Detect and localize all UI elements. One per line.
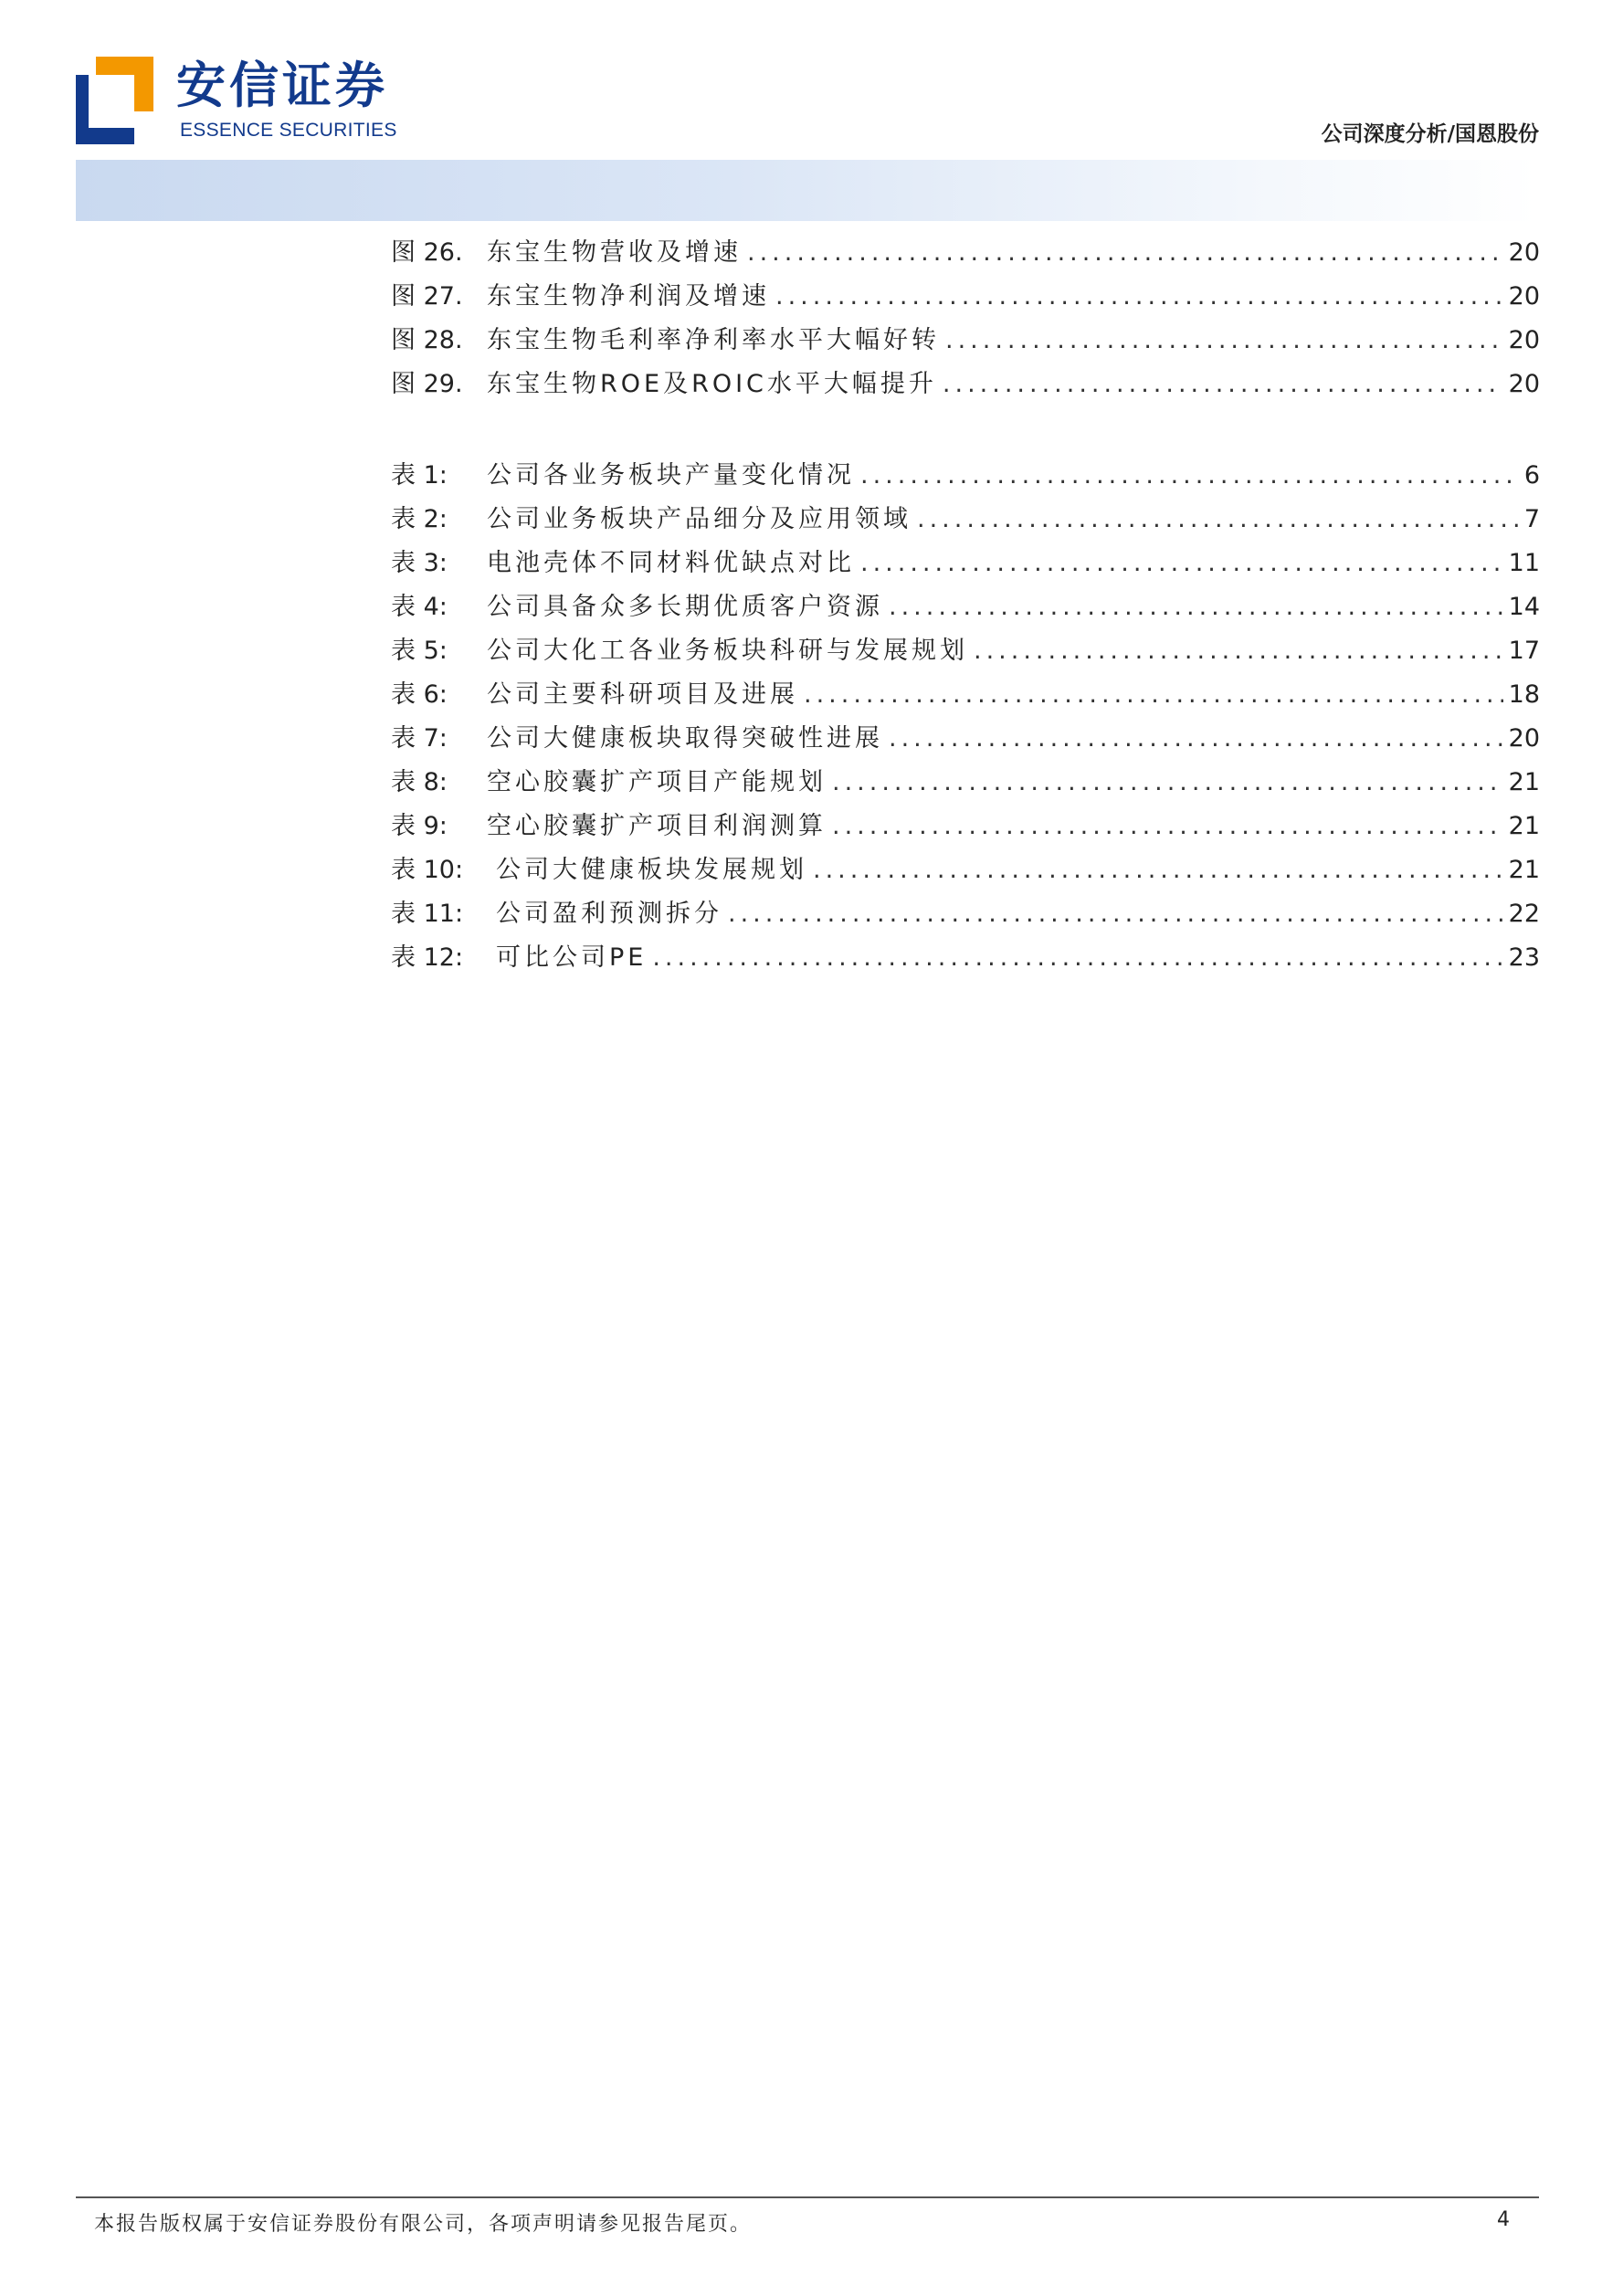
toc-page-number: 21 (1508, 856, 1540, 884)
toc-leader-dots (832, 805, 1503, 848)
toc-label: 图 28. (391, 326, 463, 354)
toc-label: 表 4: (391, 593, 448, 621)
header-band (76, 160, 1537, 221)
company-logo (76, 57, 153, 144)
toc-table-row[interactable] (391, 498, 1540, 542)
toc-table-row[interactable] (391, 542, 1540, 585)
toc-label: 表 6: (391, 680, 448, 709)
toc-title: 空心胶囊扩产项目产能规划 (487, 768, 827, 796)
toc-list (391, 231, 1540, 980)
toc-page-number: 17 (1508, 637, 1540, 665)
document-type: 公司深度分析/国恩股份 (1321, 122, 1539, 146)
toc-leader-dots (974, 629, 1503, 673)
toc-leader-dots (889, 585, 1503, 629)
toc-figure-row[interactable] (391, 231, 1540, 275)
toc-leader-dots (775, 275, 1503, 319)
toc-page-number: 20 (1508, 724, 1540, 753)
toc-page-number: 22 (1508, 900, 1540, 928)
toc-figure-row[interactable] (391, 319, 1540, 363)
toc-label: 表 7: (391, 724, 448, 753)
toc-label: 表 9: (391, 812, 448, 840)
toc-table-row[interactable] (391, 761, 1540, 805)
toc-table-row[interactable] (391, 805, 1540, 848)
toc-page-number: 20 (1508, 238, 1540, 267)
toc-table-row[interactable] (391, 454, 1540, 498)
footer-divider (76, 2196, 1539, 2198)
toc-section-gap (391, 406, 1540, 454)
toc-table-row[interactable] (391, 892, 1540, 936)
toc-title: 公司盈利预测拆分 (496, 900, 722, 928)
toc-title: 公司大健康板块发展规划 (496, 856, 807, 884)
toc-page-number: 20 (1508, 370, 1540, 398)
toc-label: 表 2: (391, 505, 448, 533)
toc-table-row[interactable] (391, 936, 1540, 980)
toc-title: 公司主要科研项目及进展 (487, 680, 798, 709)
toc-leader-dots (860, 542, 1503, 585)
toc-leader-dots (804, 673, 1503, 717)
toc-title: 公司业务板块产品细分及应用领域 (487, 505, 912, 533)
toc-leader-dots (832, 761, 1503, 805)
toc-leader-dots (747, 231, 1503, 275)
toc-leader-dots (860, 454, 1519, 498)
toc-leader-dots (943, 363, 1503, 406)
toc-label: 表 1: (391, 461, 448, 490)
toc-table-row[interactable] (391, 848, 1540, 892)
toc-title: 东宝生物ROE及ROIC水平大幅提升 (487, 370, 937, 398)
toc-label: 图 26. (391, 238, 463, 267)
logo-wordmark-en: ESSENCE SECURITIES (180, 120, 397, 141)
toc-label: 表 8: (391, 768, 448, 796)
toc-page-number: 21 (1508, 768, 1540, 796)
toc-label: 表 12: (391, 943, 464, 972)
toc-title: 公司具备众多长期优质客户资源 (487, 593, 883, 621)
toc-title: 电池壳体不同材料优缺点对比 (487, 549, 855, 577)
toc-title: 东宝生物营收及增速 (487, 238, 742, 267)
toc-page-number: 11 (1508, 549, 1540, 577)
toc-table-row[interactable] (391, 717, 1540, 761)
toc-page-number: 18 (1508, 680, 1540, 709)
toc-table-row[interactable] (391, 673, 1540, 717)
logo-wordmark-cn: 安信证券 (176, 57, 388, 114)
toc-label: 表 11: (391, 900, 464, 928)
toc-label: 图 29. (391, 370, 463, 398)
toc-page-number: 14 (1508, 593, 1540, 621)
toc-leader-dots (889, 717, 1503, 761)
toc-label: 表 3: (391, 549, 448, 577)
toc-title: 公司各业务板块产量变化情况 (487, 461, 855, 490)
toc-leader-dots (728, 892, 1503, 936)
toc-page-number: 21 (1508, 812, 1540, 840)
toc-title: 东宝生物净利润及增速 (487, 282, 770, 311)
toc-table-row[interactable] (391, 585, 1540, 629)
toc-figure-row[interactable] (391, 275, 1540, 319)
toc-table-row[interactable] (391, 629, 1540, 673)
toc-leader-dots (813, 848, 1503, 892)
page-number: 4 (1497, 2208, 1510, 2231)
toc-page-number: 20 (1508, 282, 1540, 311)
toc-title: 可比公司PE (496, 943, 648, 972)
toc-page-number: 7 (1523, 505, 1540, 533)
toc-label: 图 27. (391, 282, 463, 311)
toc-figure-row[interactable] (391, 363, 1540, 406)
toc-page-number: 20 (1508, 326, 1540, 354)
toc-leader-dots (945, 319, 1503, 363)
footer-disclaimer: 本报告版权属于安信证券股份有限公司，各项声明请参见报告尾页。 (94, 2213, 753, 2236)
toc-title: 东宝生物毛利率净利率水平大幅好转 (487, 326, 940, 354)
toc-leader-dots (917, 498, 1519, 542)
toc-title: 空心胶囊扩产项目利润测算 (487, 812, 827, 840)
toc-title: 公司大健康板块取得突破性进展 (487, 724, 883, 753)
toc-page-number: 23 (1508, 943, 1540, 972)
toc-page-number: 6 (1523, 461, 1540, 490)
toc-label: 表 5: (391, 637, 448, 665)
toc-label: 表 10: (391, 856, 464, 884)
toc-title: 公司大化工各业务板块科研与发展规划 (487, 637, 968, 665)
toc-leader-dots (652, 936, 1502, 980)
